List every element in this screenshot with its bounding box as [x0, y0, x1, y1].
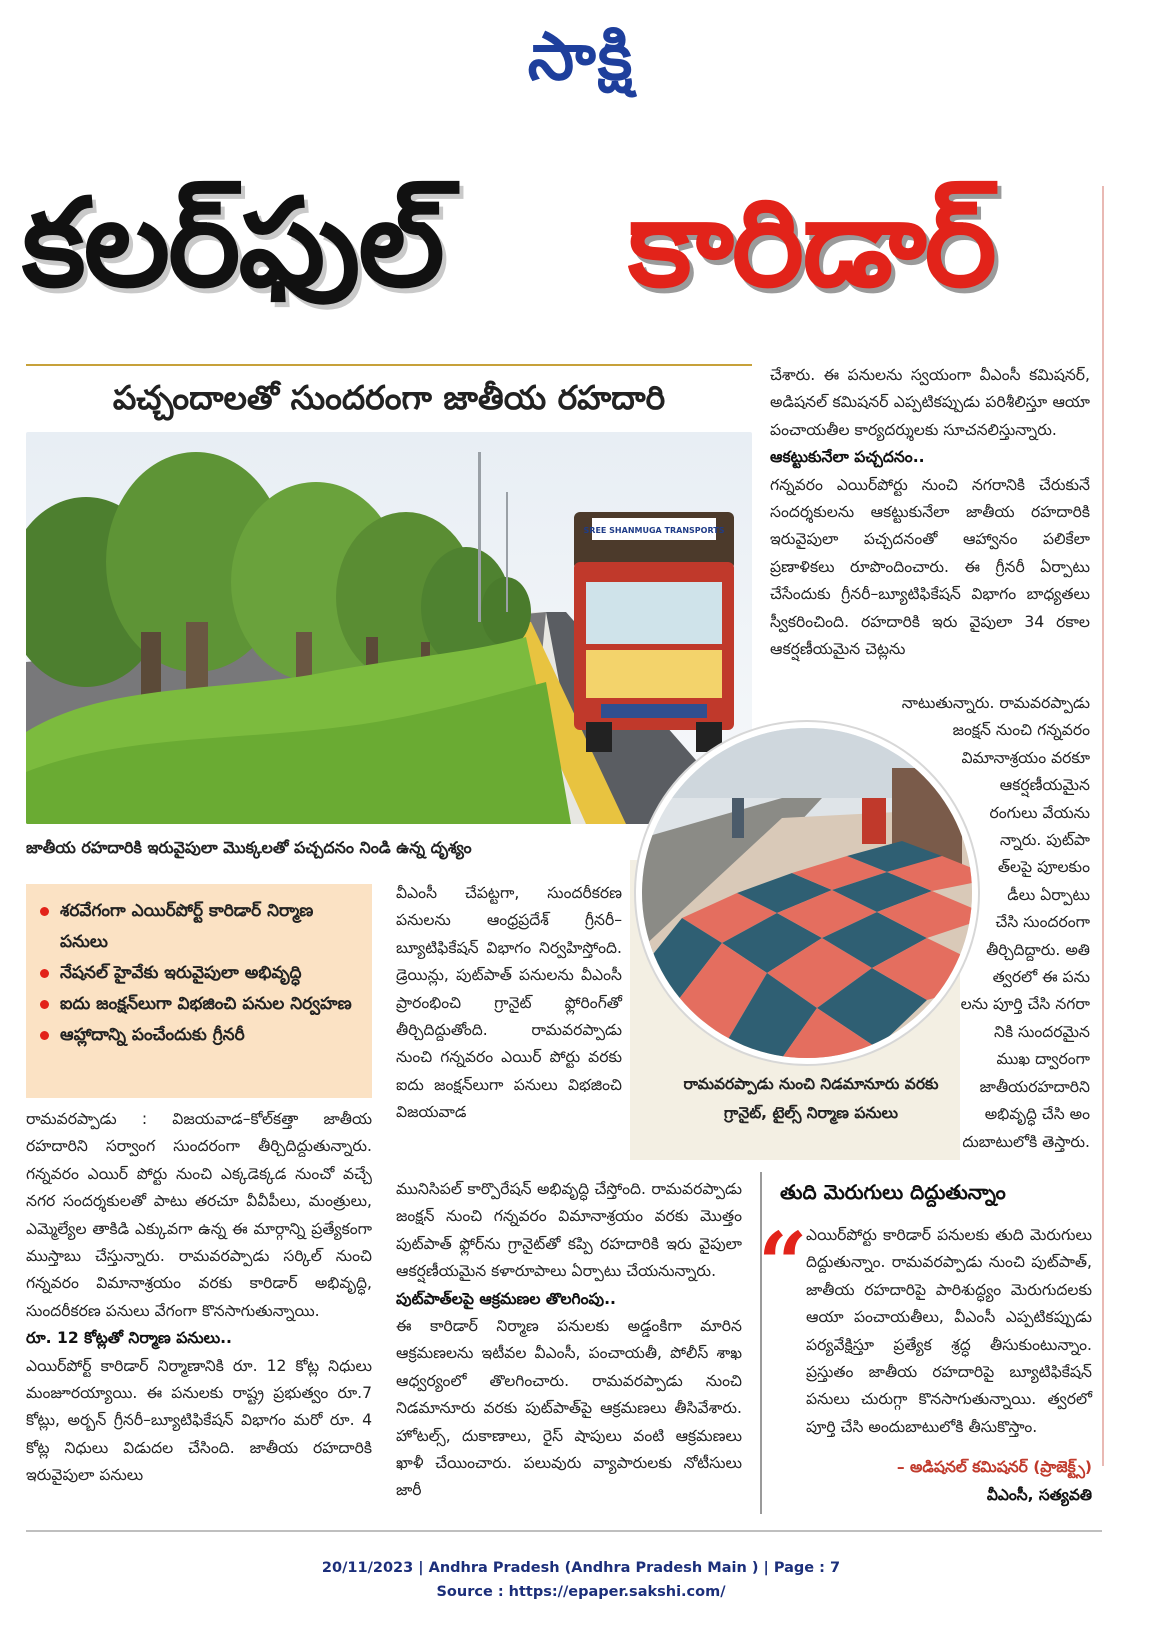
bullet-dot-icon	[40, 969, 49, 978]
right-edge-rule	[1102, 186, 1104, 1466]
wrapped-line: లను పూర్తి చేసి నగరా	[960, 995, 1090, 1014]
wrapped-line: త్‌లపై పూలకుం	[997, 858, 1090, 877]
wrapped-line: న్నారు. పుట్‌పా	[999, 831, 1090, 850]
bullet-dot-icon	[40, 907, 49, 916]
wrapped-line: అభివృద్ధి చేసి అం	[984, 1105, 1090, 1124]
highlight-item: శరవేగంగా ఎయిర్‌పోర్ట్‌ కారిడార్‌ నిర్మాణ పనులు	[36, 896, 362, 958]
wrapped-line: తీర్చిదిద్దారు. అతి	[986, 940, 1090, 959]
footer-date-page: 20/11/2023 | Andhra Pradesh (Andhra Pradesh Main ) | Page : 7	[321, 1560, 841, 1576]
quote-mark-icon: “	[758, 1214, 808, 1315]
section-subheading: రూ. 12 కోట్లతో నిర్మాణ పనులు..	[26, 1329, 232, 1348]
main-photo	[26, 432, 752, 824]
quote-text: ఎయిర్‌పోర్టు కారిడార్‌ పనులకు తుది మెరుగులు దిద్దుతున్నాం. రామవరప్పాడు నుంచి పుట్‌పాత్‌, జాతీయ రహదారిపై పారిశుద్ధ్యం మెరుగుదలకు ఆయా పంచాయతీలు, వీఎంసీ ఎప్పటికప్పుడు పర్యవేక్షిస్తూ ప్రత్యేక శ్రద్ధ తీసుకుంటున్నాం. ప్రస్తుతం జాతీయ రహదారిపై బ్యూటిఫికేషన్‌ పనులు చురుగ్గా కొనసాగుతున్నాయి. త్వరలో పూర్తి చేసి అందుబాటులోకి తీసుకొస్తాం.	[806, 1226, 1092, 1436]
wrapped-line: ముఖ ద్వారంగా	[996, 1050, 1090, 1069]
wrapped-line: విమానాశ్రయం వరకూ	[961, 748, 1090, 767]
quote-attribution-org: వీఎంసీ, సత్యవతి	[986, 1486, 1092, 1504]
article-column-1	[26, 1106, 372, 1490]
wrapped-line: జంక్షన్‌ నుంచి గన్నవరం	[952, 721, 1090, 740]
paragraph: ఈ కారిడార్‌ నిర్మాణ పనులకు అడ్డంకిగా మారిన ఆక్రమణలను ఇటీవల వీఎంసీ, పంచాయతీ, పోలీస్‌ శాఖ ఆధ్వర్యంలో తొలగించారు. రామవరప్పాడు నుంచి నిడమానూరు వరకు పుట్‌పాత్‌పై ఆక్రమణలు తీసివేశారు. హోటల్స్‌, దుకాణాలు, రైస్‌ షాపులు వంటి ఆక్రమణలు ఖాళీ చేయించారు. పలువురు వ్యాపారులకు నోటీసులు జారీ	[396, 1317, 742, 1500]
article-column-3-wrap	[770, 690, 1090, 1156]
paragraph: మునిసిపల్‌ కార్పొరేషన్‌ అభివృద్ధి చేస్తోంది. రామవరప్పాడు జంక్షన్‌ నుంచి గన్నవరం విమానాశ్రయం వరకు మొత్తం పుట్‌పాత్‌ ఫ్లోర్‌ను గ్రానైట్‌తో కప్పి రహదారికి ఇరు వైపులా ఆకర్షణీయమైన కళారూపాలు ఏర్పాటు చేయనున్నారు.	[396, 1180, 742, 1281]
highlight-item: ఆహ్లాదాన్ని పంచేందుకు గ్రీనరీ	[36, 1020, 362, 1051]
subheadline: పచ్చందాలతో సుందరంగా జాతీయ రహదారి	[112, 378, 666, 417]
bullet-dot-icon	[40, 1000, 49, 1009]
wrapped-line: జాతీయరహదారిని	[979, 1077, 1090, 1096]
highway-greenery-photo	[26, 432, 752, 824]
wrapped-line: నాటుతున్నారు. రామవరప్పాడు	[901, 694, 1090, 712]
paragraph: చేశారు. ఈ పనులను స్వయంగా వీఎంసీ కమిషనర్‌, అడిషనల్‌ కమిషనర్‌ ఎప్పటికప్పుడు పరిశీలిస్తూ ఆయా పంచాయతీల కార్యదర్శులకు సూచనలిస్తున్నారు.	[770, 366, 1090, 439]
highlight-item: నేషనల్‌ హైవేకు ఇరువైపులా అభివృద్ధి	[36, 958, 362, 989]
article-column-2-bottom	[396, 1176, 742, 1505]
quote-heading: తుది మెరుగులు దిద్దుతున్నాం	[780, 1180, 1006, 1204]
truck-sign: SREE SHANMUGA TRANSPORTS	[583, 526, 725, 535]
article-column-3	[770, 362, 1090, 663]
wrapped-line: ఆకర్షణీయమైన	[999, 776, 1090, 795]
wrapped-line: చేసి సుందరంగా	[995, 913, 1090, 932]
bullet-dot-icon	[40, 1031, 49, 1040]
paragraph: రామవరప్పాడు : విజయవాడ–కోల్‌కత్తా జాతీయ రహదారిని సర్వాంగ సుందరంగా తీర్చిదిద్దుతున్నారు. గన్నవరం ఎయిర్‌ పోర్టు నుంచి ఎక్కడెక్కడ నుంచో వచ్చే నగర సందర్శకులతో పాటు తరచూ వీవీపీలు, మంత్రులు, ఎమ్మెల్యేల తాకిడి ఎక్కువగా ఉన్న ఈ మార్గాన్ని ప్రత్యేకంగా ముస్తాబు చేస్తున్నారు. రామవరప్పాడు సర్కిల్‌ నుంచి గన్నవరం విమానాశ్రయం వరకు కారిడార్‌ అభివృద్ధి, సుందరీకరణ పనులు వేగంగా కొనసాగుతున్నాయి.	[26, 1110, 372, 1320]
photo-caption: జాతీయ రహదారికి ఇరువైపులా మొక్కలతో పచ్చదనం నిండి ఉన్న దృశ్యం	[26, 838, 472, 857]
masthead-logo: సాక్షి	[527, 18, 635, 95]
truck-illustration	[574, 512, 734, 752]
article-column-2-top	[396, 880, 622, 1127]
wrapped-line: డీలు ఏర్పాటు	[1007, 885, 1090, 904]
section-subheading: ఆకట్టుకునేలా పచ్చదనం..	[770, 448, 925, 467]
footer-source: Source : https://epaper.sakshi.com/	[436, 1584, 726, 1600]
headline-part-2: కారిడార్	[628, 172, 995, 314]
wrapped-line: దుబాటులోకి తెస్తారు.	[962, 1132, 1090, 1151]
paragraph: ఎయిర్‌పోర్ట్‌ కారిడార్‌ నిర్మాణానికి రూ. 12 కోట్ల నిధులు మంజూరయ్యాయి. ఈ పనులకు రాష్ట్ర ప్రభుత్వం రూ.7 కోట్లు, అర్బన్‌ గ్రీనరీ–బ్యూటిఫికేషన్‌ విభాగం మరో రూ. 4 కోట్ల నిధులు విడుదల చేసింది. జాతీయ రహదారికి ఇరువైపులా పనులు	[26, 1356, 372, 1485]
quote-attribution: – అడిషనల్‌ కమిషనర్‌ (ప్రాజెక్ట్స్‌)	[896, 1458, 1092, 1476]
subhead-top-rule	[26, 364, 752, 366]
headline-part-1: కలర్‌ఫుల్	[22, 172, 443, 314]
section-subheading: పుట్‌పాత్‌లపై ఆక్రమణల తొలగింపు..	[396, 1289, 616, 1308]
paragraph: వీఎంసీ చేపట్టగా, సుందరీకరణ పనులను ఆంధ్రప్రదేశ్‌ గ్రీనరీ–బ్యూటిఫికేషన్‌ విభాగం నిర్వహిస్తోంది. డ్రెయిన్లు, పుట్‌పాత్‌ పనులను వీఎంసీ ప్రారంభించి గ్రానైట్‌ ఫ్లోరింగ్‌తో తీర్చిదిద్దుతోంది. రామవరప్పాడు నుంచి గన్నవరం ఎయిర్‌ పోర్టు వరకు ఐదు జంక్షన్‌లుగా పనులు విభజించి విజయవాడ	[396, 884, 622, 1122]
inset-caption: రామవరప్పాడు నుంచి నిడమానూరు వరకు గ్రానైట్‌, టైల్స్‌ నిర్మాణ పనులు	[683, 1075, 939, 1122]
wrapped-line: త్వరలో ఈ పను	[992, 968, 1090, 987]
paragraph: గన్నవరం ఎయిర్‌పోర్టు నుంచి నగరానికి చేరుకునే సందర్శకులను ఆకట్టుకునేలా జాతీయ రహదారికి ఇరువైపులా పచ్చదనంతో ఆహ్వానం పలికేలా ప్రణాళికలు రూపొందించారు. ఈ గ్రీనరీ ఏర్పాటు చేసేందుకు గ్రీనరీ–బ్యూటిఫికేషన్‌ విభాగం బాధ్యతలు స్వీకరించింది. రహదారికి ఇరు వైపులా 34 రకాల ఆకర్షణీయమైన చెట్లను	[770, 475, 1090, 659]
highlight-item: ఐదు జంక్షన్‌లుగా విభజించి పనుల నిర్వహణ	[36, 989, 362, 1020]
wrapped-line: రంగులు వేయను	[989, 803, 1090, 822]
highlights-box	[26, 884, 372, 1098]
wrapped-line: నికి సుందరమైన	[994, 1022, 1090, 1041]
page-bottom-rule	[26, 1530, 1102, 1532]
